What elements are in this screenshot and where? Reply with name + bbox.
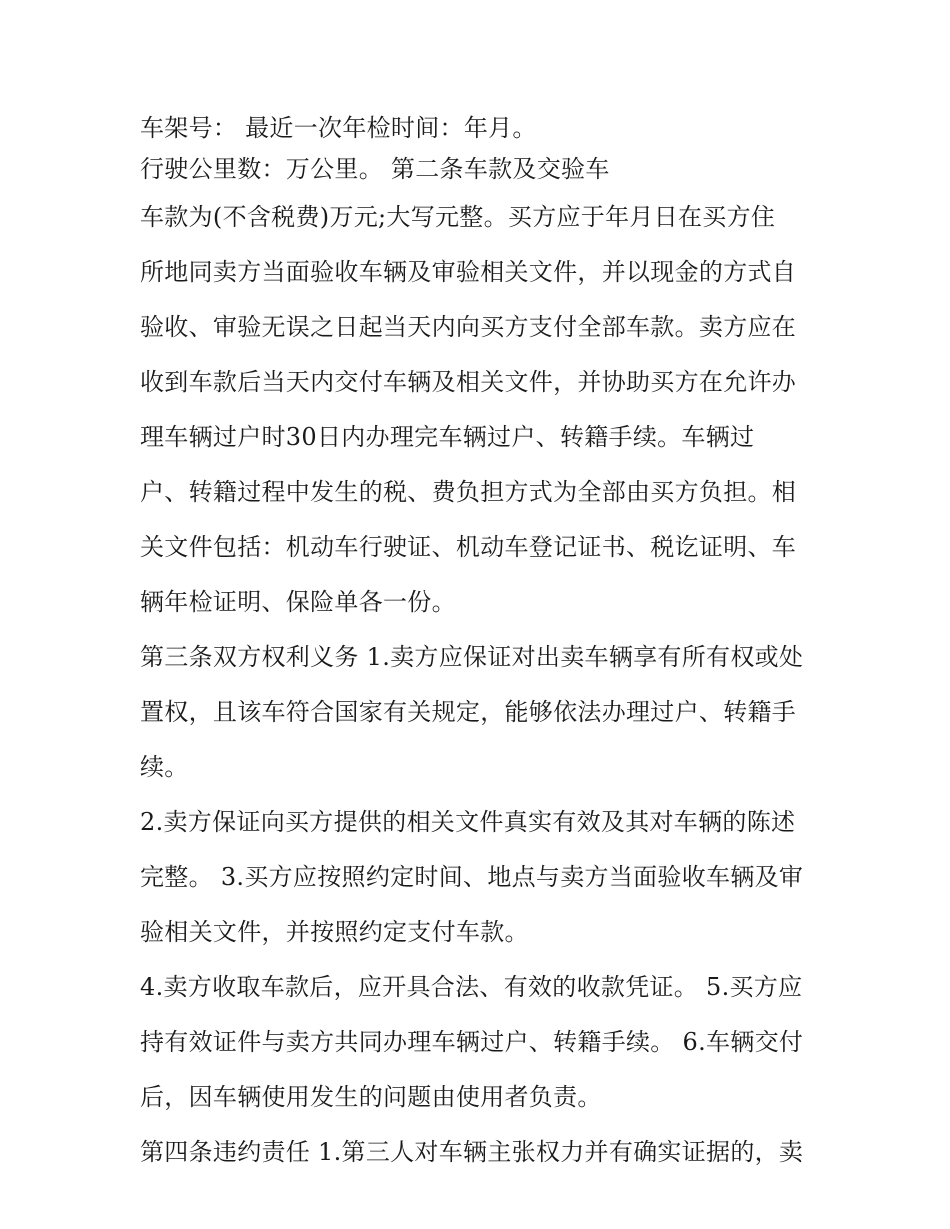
text-line-20: 第四条违约责任 1.第三人对车辆主张权力并有确实证据的，卖 [140,1138,804,1166]
text-line-7: 理车辆过户时30日内办理完车辆过户、转籍手续。车辆过 [140,423,755,451]
text-line-12: 置权，且该车符合国家有关规定，能够依法办理过户、转籍手 [140,698,797,726]
text-line-3: 车款为(不含税费)万元;大写元整。买方应于年月日在买方住 [140,203,776,231]
text-line-14: 2.卖方保证向买方提供的相关文件真实有效及其对车辆的陈述 [140,808,796,836]
text-line-10: 辆年检证明、保险单各一份。 [140,588,456,616]
text-line-16: 验相关文件，并按照约定支付车款。 [140,918,529,946]
text-line-15: 完整。 3.买方应按照约定时间、地点与卖方当面验收车辆及审 [140,863,804,891]
text-line-1: 车架号： 最近一次年检时间：年月。 [140,114,537,142]
text-line-5: 验收、审验无误之日起当天内向买方支付全部车款。卖方应在 [140,313,797,341]
document-body [140,108,830,1180]
text-line-6: 收到车款后当天内交付车辆及相关文件，并协助买方在允许办 [140,368,797,396]
text-line-9: 关文件包括：机动车行驶证、机动车登记证书、税讫证明、车 [140,533,797,561]
text-line-11: 第三条双方权利义务 1.卖方应保证对出卖车辆享有所有权或处 [140,643,804,671]
text-line-8: 户、转籍过程中发生的税、费负担方式为全部由买方负担。相 [140,478,797,506]
text-line-19: 后，因车辆使用发生的问题由使用者负责。 [140,1083,602,1111]
text-line-4: 所地同卖方当面验收车辆及审验相关文件，并以现金的方式自 [140,258,797,286]
text-line-13: 续。 [140,753,189,781]
text-line-17: 4.卖方收取车款后，应开具合法、有效的收款凭证。 5.买方应 [140,973,803,1001]
text-line-18: 持有效证件与卖方共同办理车辆过户、转籍手续。 6.车辆交付 [140,1028,804,1056]
text-line-2: 行驶公里数：万公里。 第二条车款及交验车 [140,155,610,183]
